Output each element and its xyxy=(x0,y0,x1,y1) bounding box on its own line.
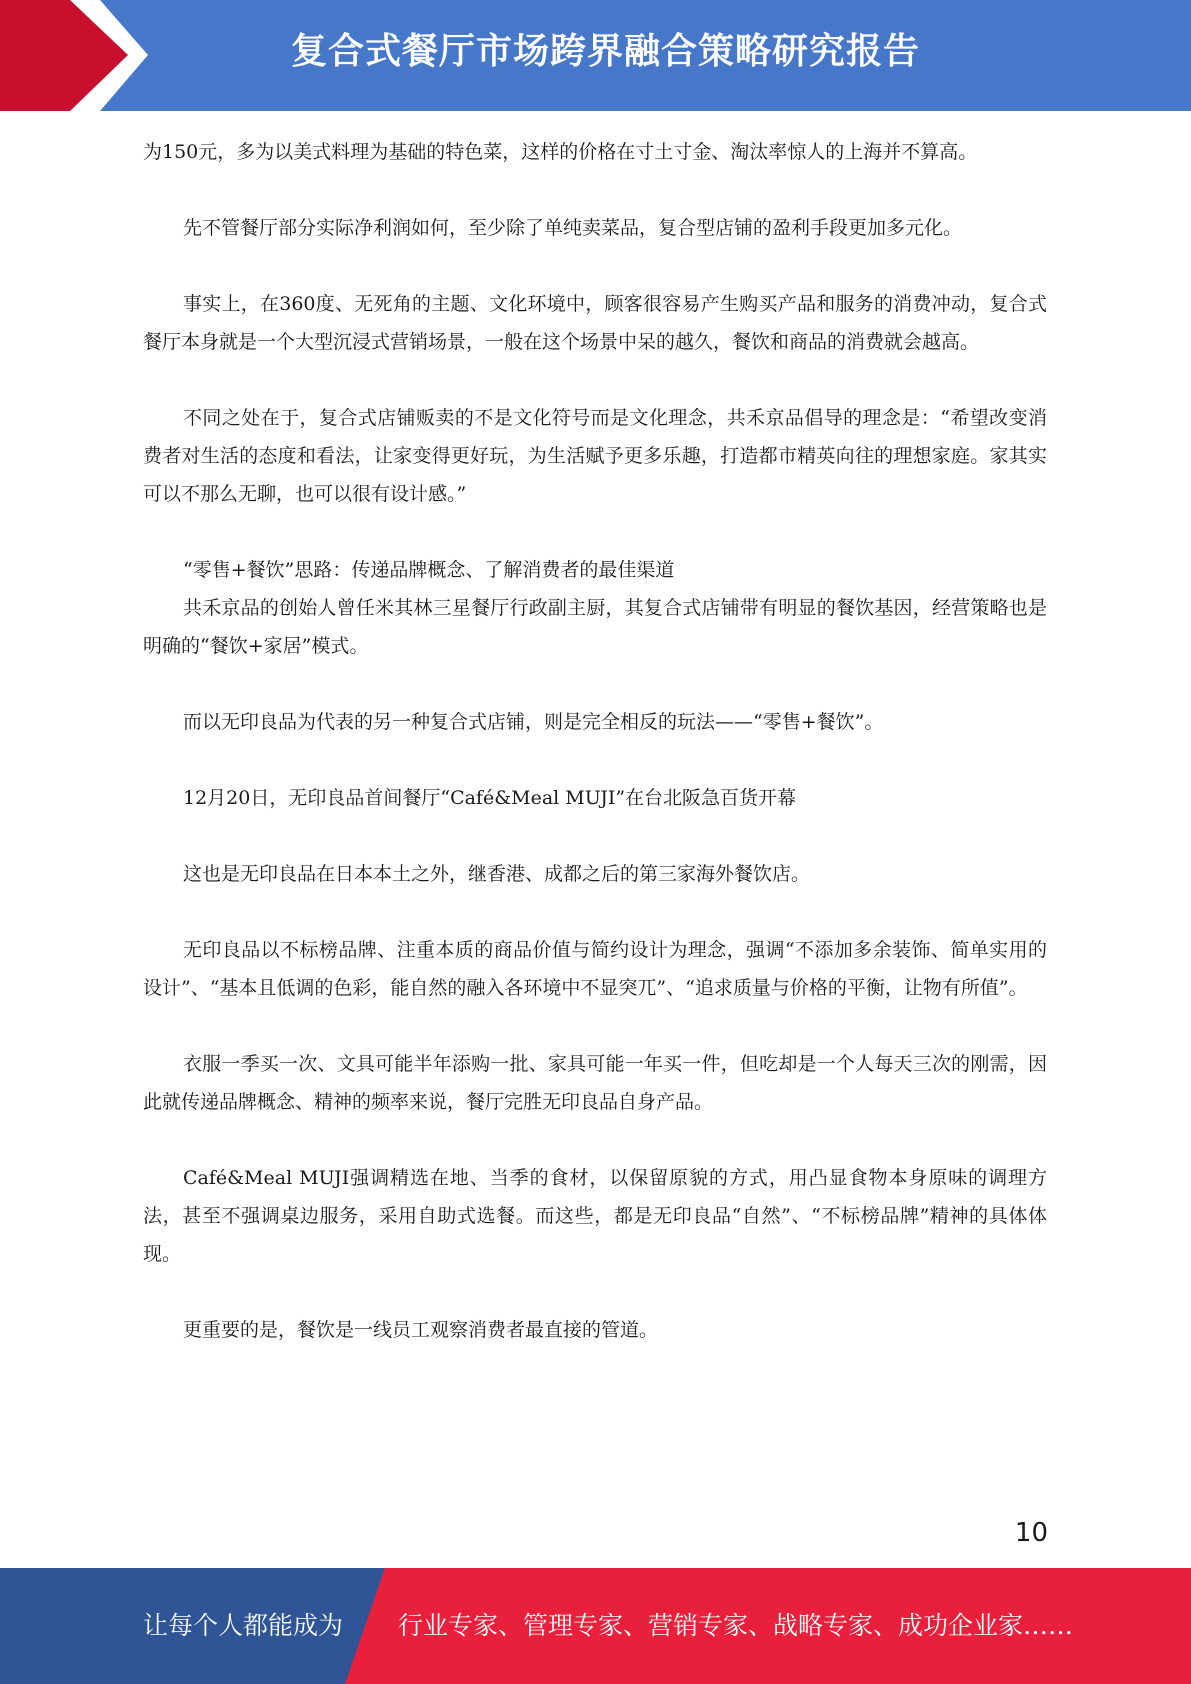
paragraph-11: Café&Meal MUJI强调精选在地、当季的食材，以保留原貌的方式，用凸显食物本身原味的调理方法，甚至不强调桌边服务，采用自助式选餐。而这些，都是无印良品“自然”、“不标榜品牌”精神的具体体现。 xyxy=(143,1167,1047,1265)
paragraph-12: 更重要的是，餐饮是一线员工观察消费者最直接的管道。 xyxy=(183,1319,659,1341)
paragraph-4: 不同之处在于，复合式店铺贩卖的不是文化符号而是文化理念，共禾京品倡导的理念是：“希望改变消费者对生活的态度和看法，让家变得更好玩，为生活赋予更多乐趣，打造都市精英向往的理想家庭。家其实可以不那么无聊，也可以很有设计感。” xyxy=(143,407,1047,505)
page-header xyxy=(0,0,1191,111)
page-footer xyxy=(0,1568,1191,1684)
paragraph-3: 事实上，在360度、无死角的主题、文化环境中，顾客很容易产生购买产品和服务的消费冲动，复合式餐厅本身就是一个大型沉浸式营销场景，一般在这个场景中呆的越久，餐饮和商品的消费就会越高。 xyxy=(143,293,1047,353)
paragraph-5: 共禾京品的创始人曾任米其林三星餐厅行政副主厨，其复合式店铺带有明显的餐饮基因，经营策略也是明确的“餐饮+家居”模式。 xyxy=(143,597,1047,657)
paragraph-1: 为150元，多为以美式料理为基础的特色菜，这样的价格在寸土寸金、淘汰率惊人的上海并不算高。 xyxy=(143,141,978,163)
report-title: 复合式餐厅市场跨界融合策略研究报告 xyxy=(290,31,920,72)
footer-slogan-left: 让每个人都能成为 xyxy=(143,1611,344,1640)
paragraph-7: 12月20日，无印良品首间餐厅“Café&Meal MUJI”在台北阪急百货开幕 xyxy=(183,787,797,809)
paragraph-2: 先不管餐厅部分实际净利润如何，至少除了单纯卖菜品，复合型店铺的盈利手段更加多元化。 xyxy=(183,217,963,239)
paragraph-9: 无印良品以不标榜品牌、注重本质的商品价值与简约设计为理念，强调“不添加多余装饰、简单实用的设计”、“基本且低调的色彩，能自然的融入各环境中不显突兀”、“追求质量与价格的平衡，让物有所值”。 xyxy=(143,939,1047,999)
footer-slogan-right: 行业专家、管理专家、营销专家、战略专家、成功企业家…… xyxy=(398,1611,1074,1640)
paragraph-6: 而以无印良品为代表的另一种复合式店铺，则是完全相反的玩法——“零售+餐饮”。 xyxy=(183,711,884,733)
paragraph-8: 这也是无印良品在日本本土之外，继香港、成都之后的第三家海外餐饮店。 xyxy=(183,863,811,885)
page-number: 10 xyxy=(1014,1518,1048,1548)
paragraph-10: 衣服一季买一次、文具可能半年添购一批、家具可能一年买一件，但吃却是一个人每天三次的刚需，因此就传递品牌概念、精神的频率来说，餐厅完胜无印良品自身产品。 xyxy=(143,1053,1047,1113)
article-body xyxy=(143,133,1047,1387)
section-heading: “零售+餐饮”思路：传递品牌概念、了解消费者的最佳渠道 xyxy=(183,559,675,581)
